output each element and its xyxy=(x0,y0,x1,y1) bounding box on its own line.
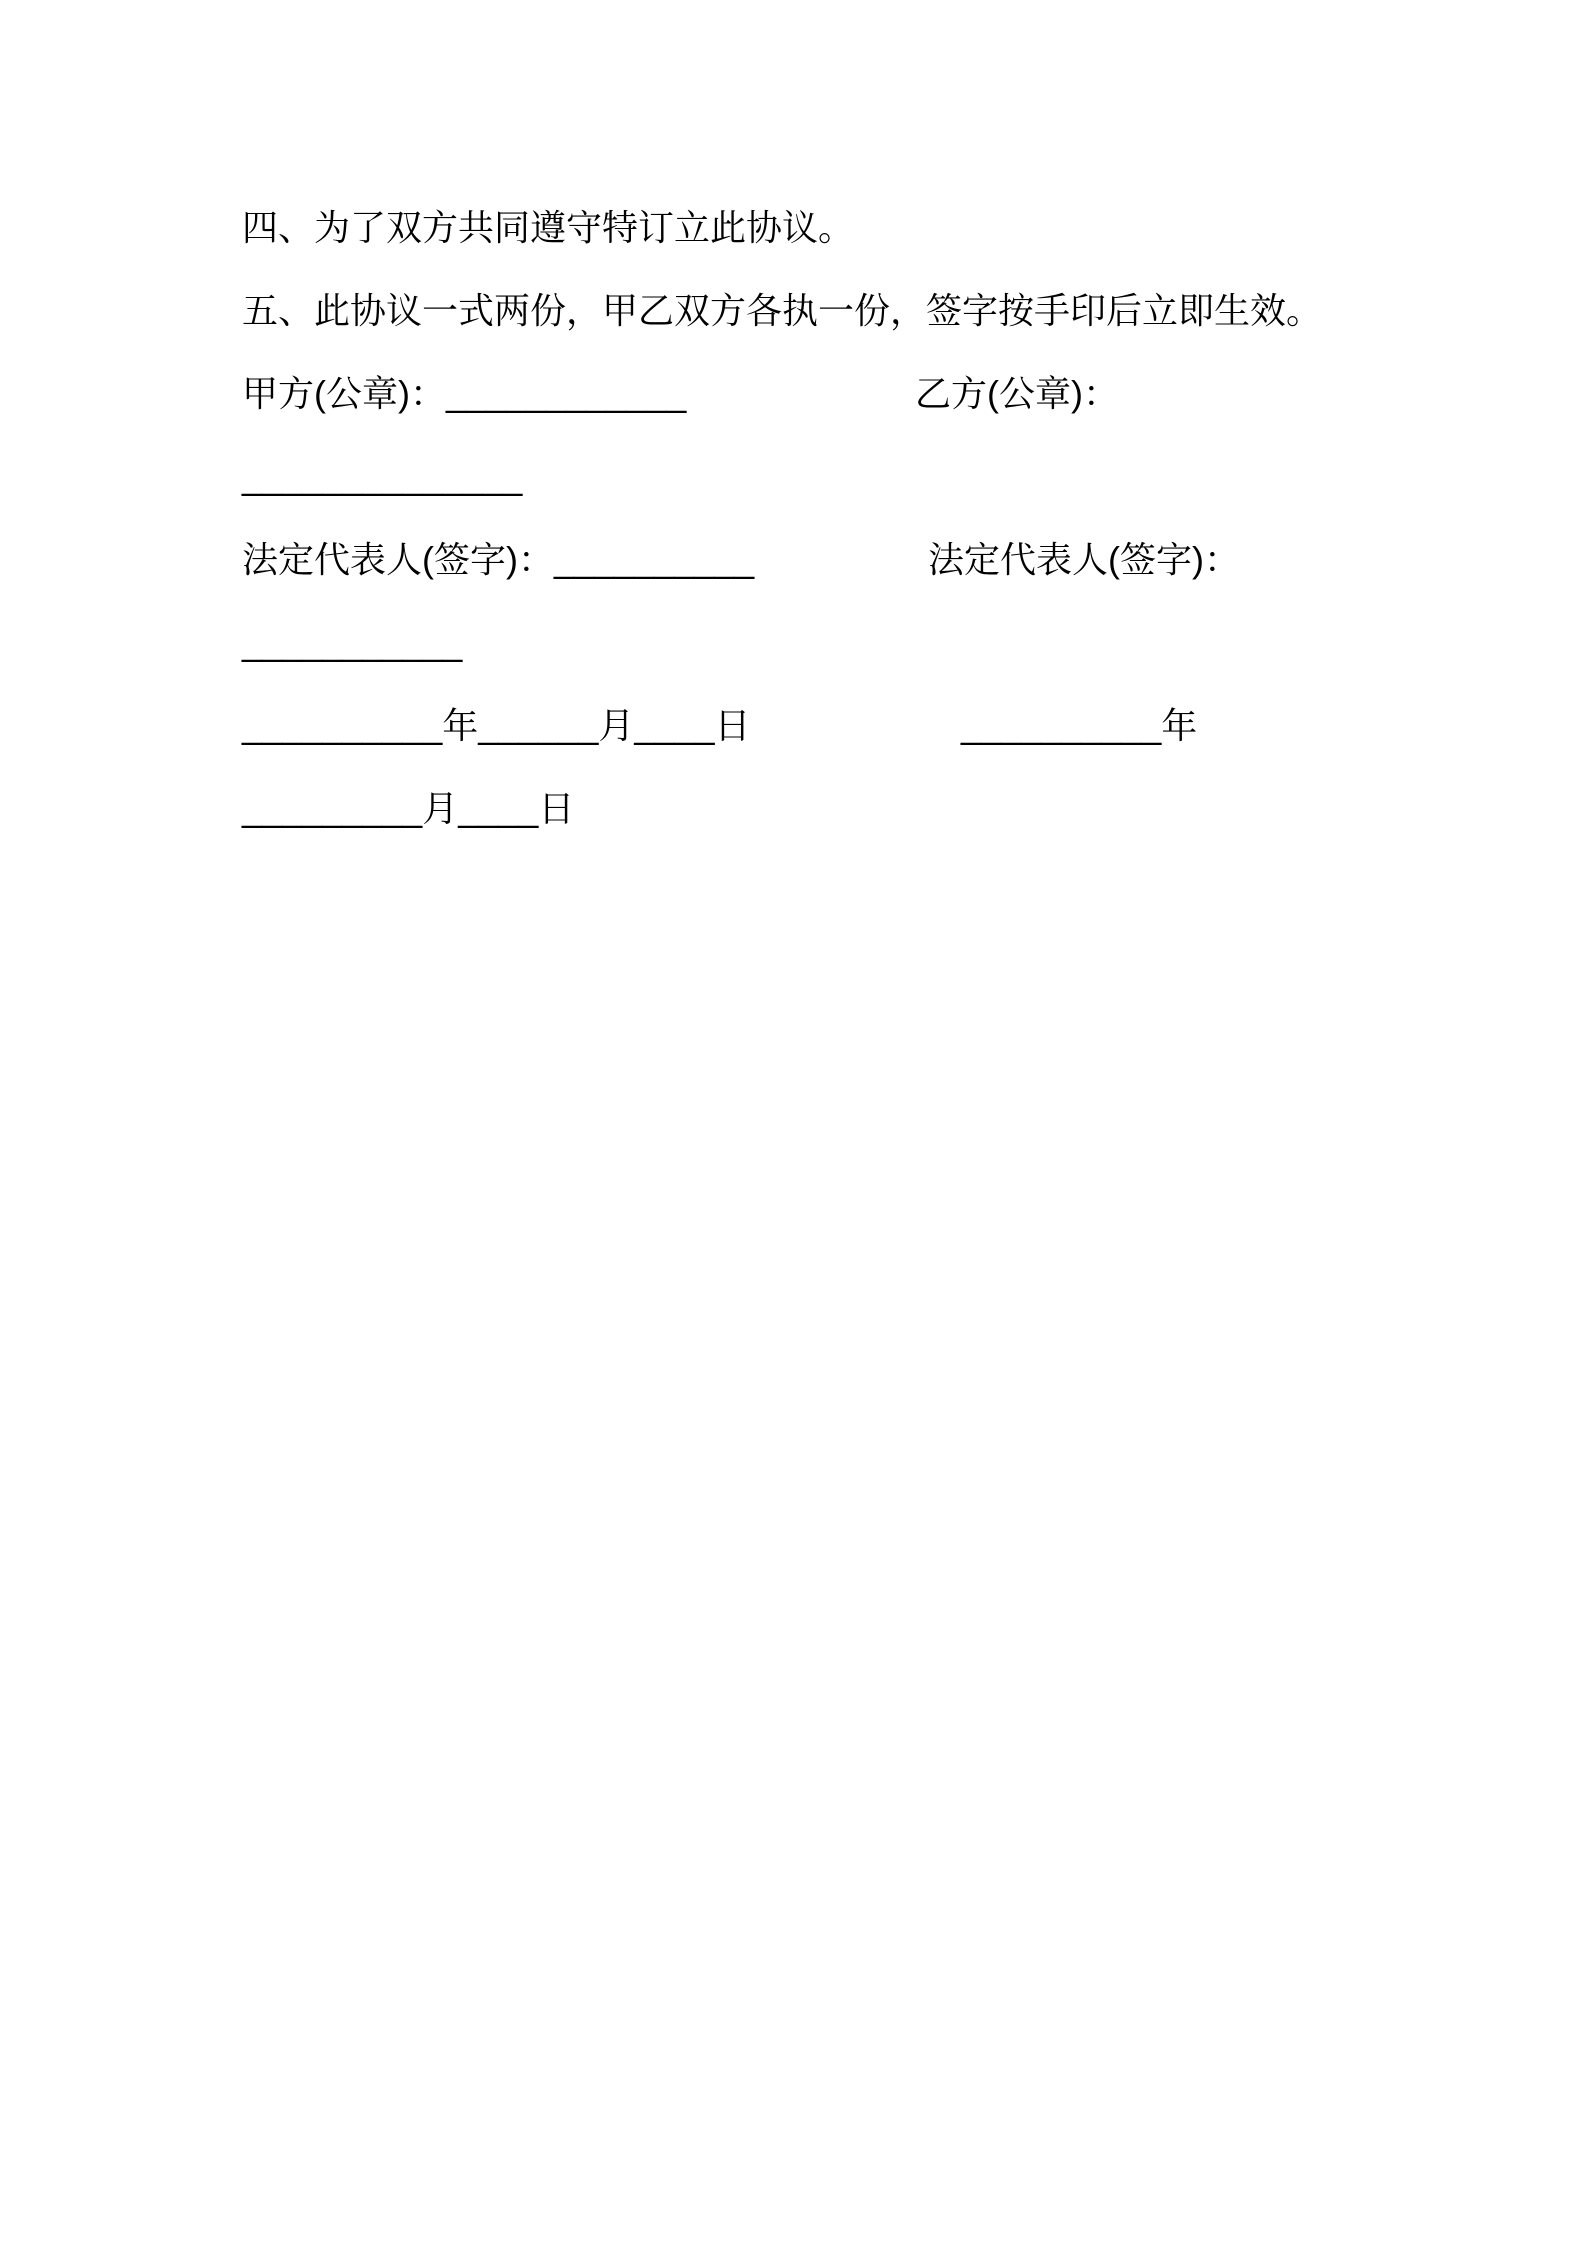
clause-four-text: 四、为了双方共同遵守特订立此协议。 xyxy=(242,207,855,248)
clause-five xyxy=(0,269,1586,352)
representative-row xyxy=(0,518,1586,601)
seal-row-continued xyxy=(0,435,1586,518)
seal-row xyxy=(0,352,1586,435)
party-b-year-label: 年 xyxy=(1161,705,1198,746)
party-a-month-label: 月 xyxy=(598,705,635,746)
party-b-representative-label: 法定代表人(签字)： xyxy=(928,539,1240,580)
party-a-date xyxy=(242,684,751,767)
party-a-seal-blank: ____________ xyxy=(445,373,687,414)
date-row-continued xyxy=(0,767,1586,850)
party-b-date-month-day xyxy=(242,767,574,850)
party-a-year-blank: __________ xyxy=(242,705,443,746)
party-a-day-blank: ____ xyxy=(634,705,715,746)
party-b-date-year xyxy=(961,684,1197,767)
party-a-representative-blank: __________ xyxy=(553,539,755,580)
party-b-year-blank: __________ xyxy=(961,705,1162,746)
party-a-year-label: 年 xyxy=(442,705,479,746)
party-b-seal-label: 乙方(公章)： xyxy=(915,373,1119,414)
party-b-representative-blank: ___________ xyxy=(242,622,463,663)
party-a-day-label: 日 xyxy=(714,705,751,746)
party-a-representative-label: 法定代表人(签字)： xyxy=(242,539,554,580)
date-row xyxy=(0,684,1586,767)
party-a-month-blank: ______ xyxy=(478,705,599,746)
party-b-day-blank: ____ xyxy=(458,788,539,829)
party-a-representative xyxy=(242,518,754,601)
party-b-month-blank: _________ xyxy=(242,788,423,829)
representative-row-continued xyxy=(0,601,1586,684)
party-b-month-label: 月 xyxy=(422,788,459,829)
clause-five-text: 五、此协议一式两份，甲乙双方各执一份，签字按手印后立即生效。 xyxy=(242,290,1323,331)
party-b-seal-blank: ______________ xyxy=(242,456,523,497)
party-a-seal-label: 甲方(公章)： xyxy=(242,373,446,414)
party-a-seal xyxy=(242,352,686,435)
clause-four xyxy=(0,186,1586,269)
party-b-day-label: 日 xyxy=(538,788,575,829)
